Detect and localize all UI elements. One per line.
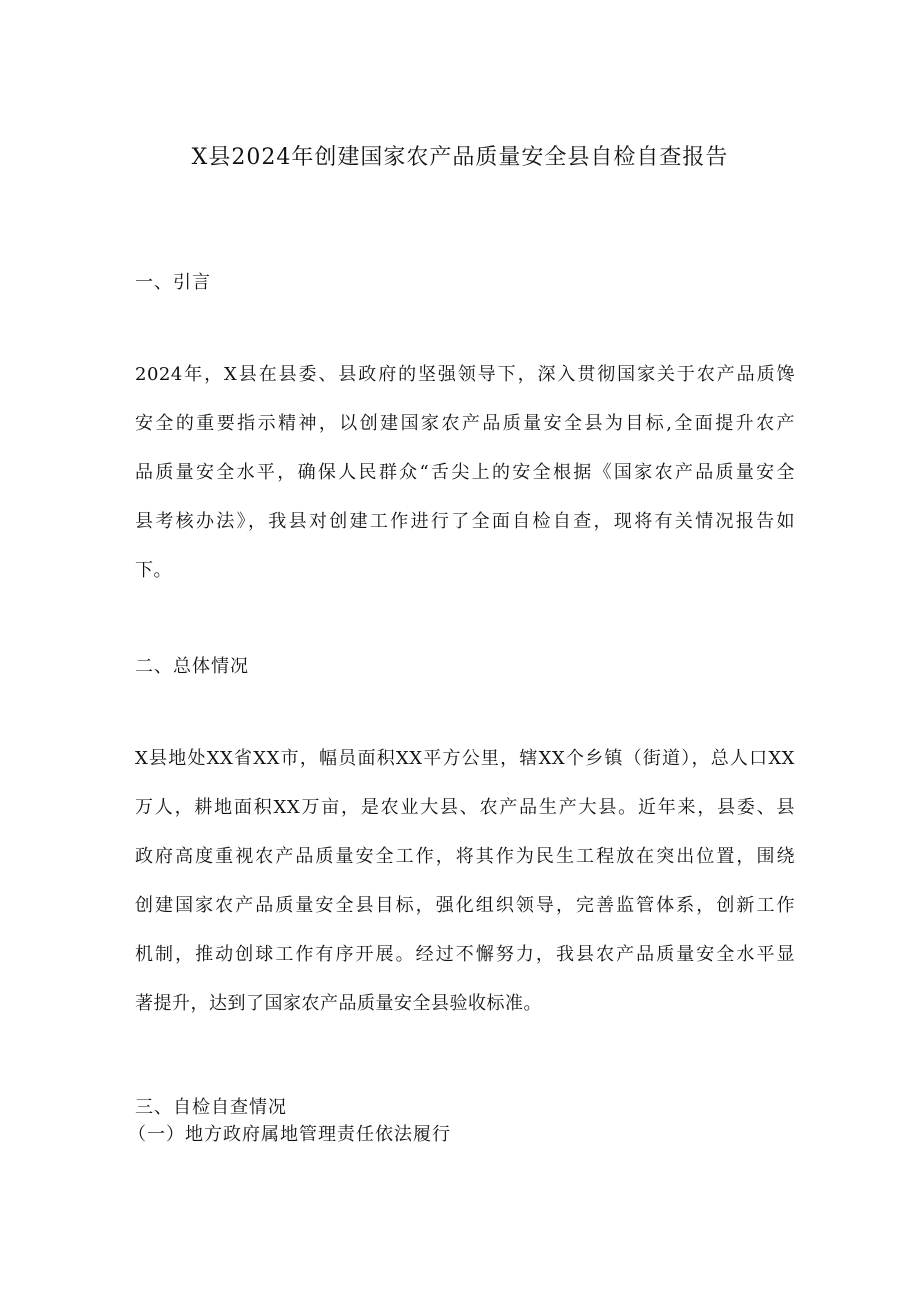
paragraph-line: 下。 (135, 560, 172, 581)
paragraph-line: 政府高度重视农产品质量安全工作，将其作为民生工程放在突出位置，围绕 (135, 846, 795, 867)
subsection-heading: （一）地方政府属地管理责任依法履行 (128, 1124, 451, 1145)
section-heading-overview: 二、总体情况 (135, 656, 249, 677)
paragraph-line: 2024年，X县在县委、县政府的坚强领导下，深入贯彻国家关于农产品质馋 (135, 364, 795, 385)
paragraph-line: 县考核办法》，我县对创建工作进行了全面自检自查，现将有关情况报告如 (135, 511, 795, 532)
paragraph-line: 品质量安全水平，确保人民群众“舌尖上的安全根据《国家农产品质量安全 (135, 462, 795, 483)
paragraph-line: 机制，推动创球工作有序开展。经过不懈努力，我县农产品质量安全水平显 (135, 944, 795, 965)
section-heading-self-inspection: 三、自检自查情况 (135, 1097, 287, 1118)
paragraph-introduction (135, 350, 795, 595)
paragraph-line: X县地处XX省XX市，幅员面积XX平方公里，辖XX个乡镇（街道），总人口XX (135, 748, 795, 769)
paragraph-line: 创建国家农产品质量安全县目标，强化组织领导，完善监管体系，创新工作 (135, 895, 795, 916)
paragraph-line: 著提升，达到了国家农产品质量安全县验收标准。 (135, 993, 542, 1014)
paragraph-line: 万人，耕地面积XX万亩，是农业大县、农产品生产大县。近年来，县委、县 (135, 797, 795, 818)
paragraph-line: 安全的重要指示精神，以创建国家农产品质量安全县为目标,全面提升农产 (135, 413, 795, 434)
document-title: X县2024年创建国家农产品质量安全县自检自查报告 (191, 145, 729, 170)
paragraph-overview (135, 734, 795, 1028)
section-heading-introduction: 一、引言 (135, 272, 211, 293)
